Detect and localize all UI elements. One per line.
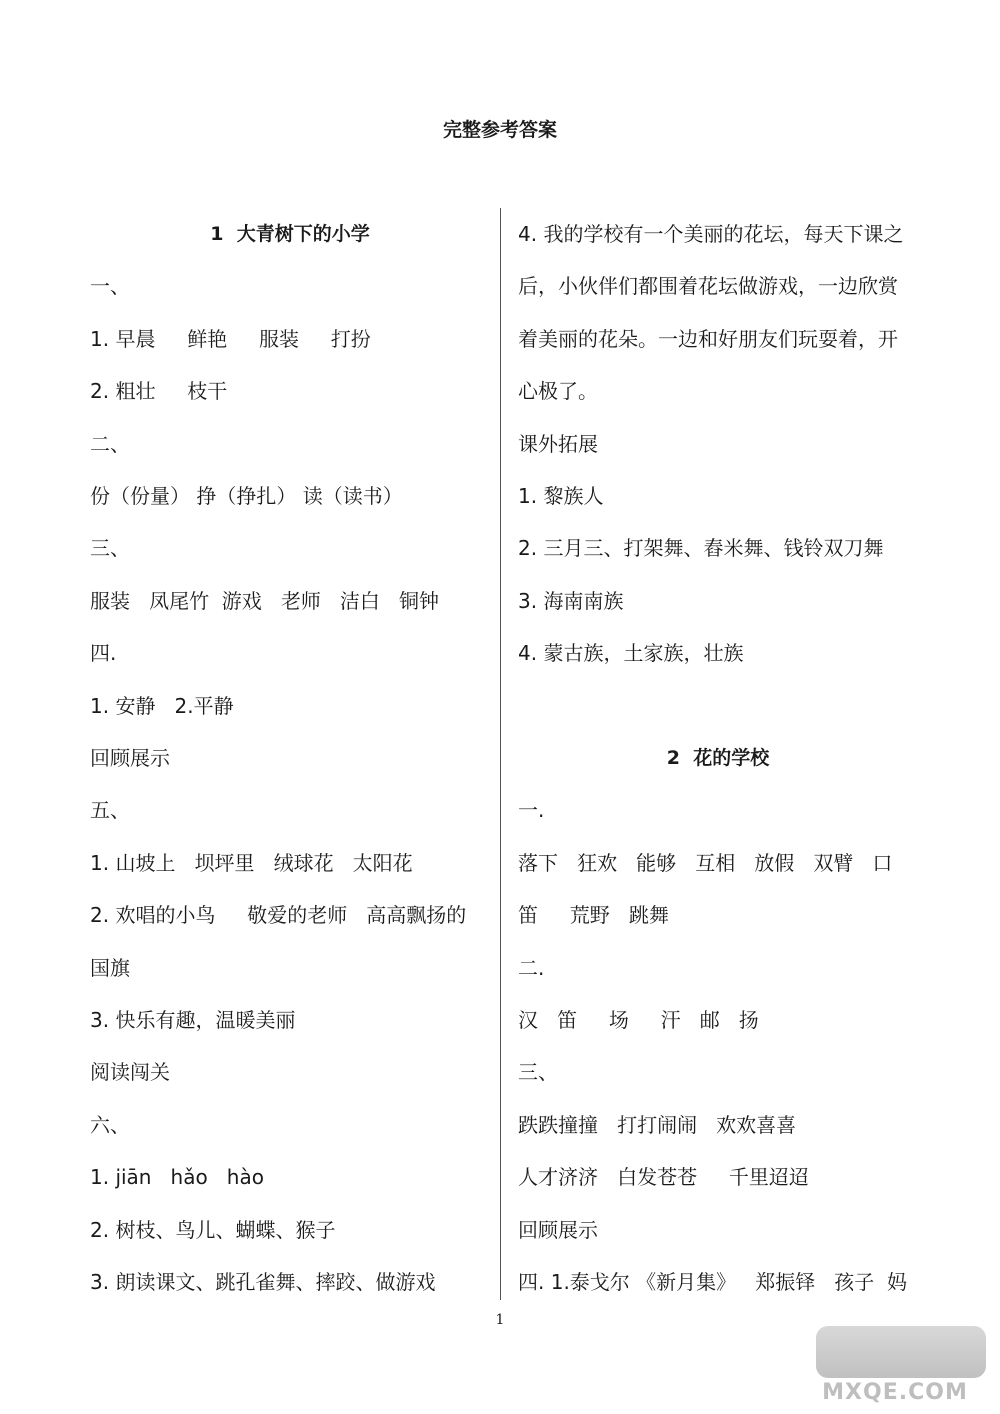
right-text-line: 2. 三月三、打架舞、舂米舞、钱铃双刀舞 xyxy=(518,536,884,561)
left-text-line: 二、 xyxy=(90,431,130,456)
right-text-line: 4. 蒙古族，土家族，壮族 xyxy=(518,641,744,666)
left-text-line: 1. 山坡上 坝坪里 绒球花 太阳花 xyxy=(90,850,413,875)
left-text-line: 2. 欢唱的小鸟 敬爱的老师 高高飘扬的 xyxy=(90,903,467,928)
right-text-line: 回顾展示 xyxy=(518,1217,598,1242)
left-text-line: 1. 早晨 鲜艳 服装 打扮 xyxy=(90,326,371,351)
left-text-line: 2. 粗壮 枝干 xyxy=(90,379,228,404)
right-section-heading: 2 花的学校 xyxy=(666,747,770,769)
right-text-line: 汉 笛 场 汗 邮 扬 xyxy=(518,1008,759,1032)
right-text-line: 着美丽的花朵。一边和好朋友们玩耍着，开 xyxy=(518,326,898,351)
left-text-line: 六、 xyxy=(90,1112,130,1137)
left-text-line: 3. 快乐有趣，温暖美丽 xyxy=(90,1008,296,1032)
right-text-line: 课外拓展 xyxy=(518,431,598,456)
left-text-line: 3. 朗读课文、跳孔雀舞、摔跤、做游戏 xyxy=(90,1270,436,1294)
watermark-text: MXQE.COM xyxy=(822,1380,968,1405)
right-text-line: 后，小伙伴们都围着花坛做游戏，一边欣赏 xyxy=(518,274,898,299)
left-text-line: 回顾展示 xyxy=(90,746,170,770)
right-text-line: 3. 海南南族 xyxy=(518,588,624,613)
left-text-line: 2. 树枝、鸟儿、蝴蝶、猴子 xyxy=(90,1217,336,1242)
right-text-line: 4. 我的学校有一个美丽的花坛，每天下课之 xyxy=(518,222,904,246)
right-text-line: 四. 1.泰戈尔 《新月集》 郑振铎 孩子 妈 xyxy=(518,1270,908,1294)
right-text-line: 跌跌撞撞 打打闹闹 欢欢喜喜 xyxy=(518,1112,797,1137)
left-text-line: 一、 xyxy=(90,274,130,299)
column-divider xyxy=(500,208,501,1300)
left-section-heading: 1 大青树下的小学 xyxy=(210,223,370,245)
right-text-line: 心极了。 xyxy=(518,379,598,404)
right-text-line: 落下 狂欢 能够 互相 放假 双臂 口 xyxy=(518,850,893,875)
left-text-line: 国旗 xyxy=(90,955,130,980)
left-text-line: 阅读闯关 xyxy=(90,1060,170,1085)
right-text-line: 1. 黎族人 xyxy=(518,484,604,508)
right-text-line: 三、 xyxy=(518,1060,558,1085)
right-text-line: 人才济济 白发苍苍 千里迢迢 xyxy=(518,1165,809,1190)
right-text-line: 二. xyxy=(518,955,545,980)
right-text-line: 笛 荒野 跳舞 xyxy=(518,903,669,928)
left-text-line: 1. jiān hǎo hào xyxy=(90,1165,264,1190)
watermark-logo xyxy=(800,1322,990,1406)
page-number: 1 xyxy=(495,1312,505,1328)
left-text-line: 份（份量） 挣（挣扎） 读（读书） xyxy=(90,484,403,508)
watermark-badge-icon xyxy=(816,1326,986,1378)
left-text-line: 三、 xyxy=(90,536,130,561)
document-title: 完整参考答案 xyxy=(442,119,557,141)
right-text-line: 一. xyxy=(518,798,545,823)
left-text-line: 五、 xyxy=(90,798,130,823)
left-text-line: 四. xyxy=(90,641,117,666)
left-text-line: 服装 凤尾竹 游戏 老师 洁白 铜钟 xyxy=(90,588,440,613)
left-text-line: 1. 安静 2.平静 xyxy=(90,693,234,718)
